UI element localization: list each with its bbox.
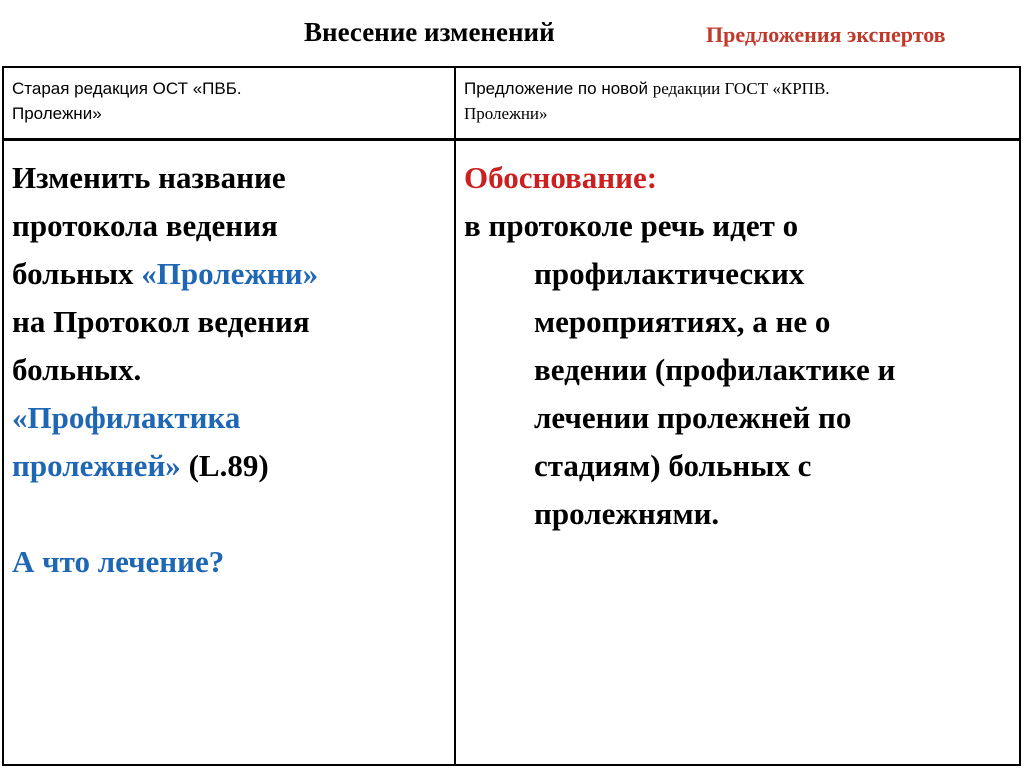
slide-title: Внесение изменений — [304, 17, 555, 47]
header-cell-new-edition — [464, 76, 1014, 126]
header-right-part-2: редакции ГОСТ «КРПВ. — [652, 79, 830, 98]
header-left-line-1: Старая редакция ОСТ «ПВБ. — [12, 79, 242, 98]
header-left-line-2: Пролежни» — [12, 104, 102, 123]
column-divider — [454, 68, 456, 764]
justification-line: пролежнями. — [534, 496, 720, 531]
new-protocol-name-line-2: пролежней» — [12, 448, 181, 483]
body-cell-justification — [464, 154, 1016, 538]
slide-subtitle: Предложения экспертов — [706, 22, 946, 47]
justification-line: мероприятиях, а не о — [534, 304, 831, 339]
icd-code: (L.89) — [180, 448, 269, 483]
row-divider — [4, 138, 1019, 141]
old-protocol-name: «Пролежни» — [141, 256, 319, 291]
header-right-part-1: Предложение по новой — [464, 79, 653, 98]
justification-first-line: в протоколе речь идет о — [464, 208, 799, 243]
header-right-line-1 — [464, 76, 1014, 101]
body-cell-proposal — [12, 154, 448, 586]
slide-header — [0, 0, 1024, 66]
justification-line: лечении пролежней по — [534, 400, 852, 435]
proposal-line-2: протокола ведения — [12, 208, 278, 243]
header-cell-old-edition — [12, 76, 448, 126]
proposal-line-7 — [12, 442, 448, 490]
spacer — [12, 490, 448, 538]
proposal-line-3 — [12, 250, 448, 298]
treatment-question: А что лечение? — [12, 544, 225, 579]
justification-heading: Обоснование: — [464, 160, 658, 195]
proposal-line-3-text: больных — [12, 256, 142, 291]
justification-line: профилактических — [534, 256, 805, 291]
proposal-line-4: на Протокол ведения — [12, 304, 310, 339]
new-protocol-name-line-1: «Профилактика — [12, 400, 241, 435]
justification-line: ведении (профилактике и — [534, 352, 896, 387]
header-right-line-2: Пролежни» — [464, 104, 548, 123]
proposal-line-5: больных. — [12, 352, 142, 387]
comparison-table — [2, 66, 1021, 766]
proposal-line-1: Изменить название — [12, 160, 286, 195]
justification-line: стадиям) больных с — [534, 448, 812, 483]
